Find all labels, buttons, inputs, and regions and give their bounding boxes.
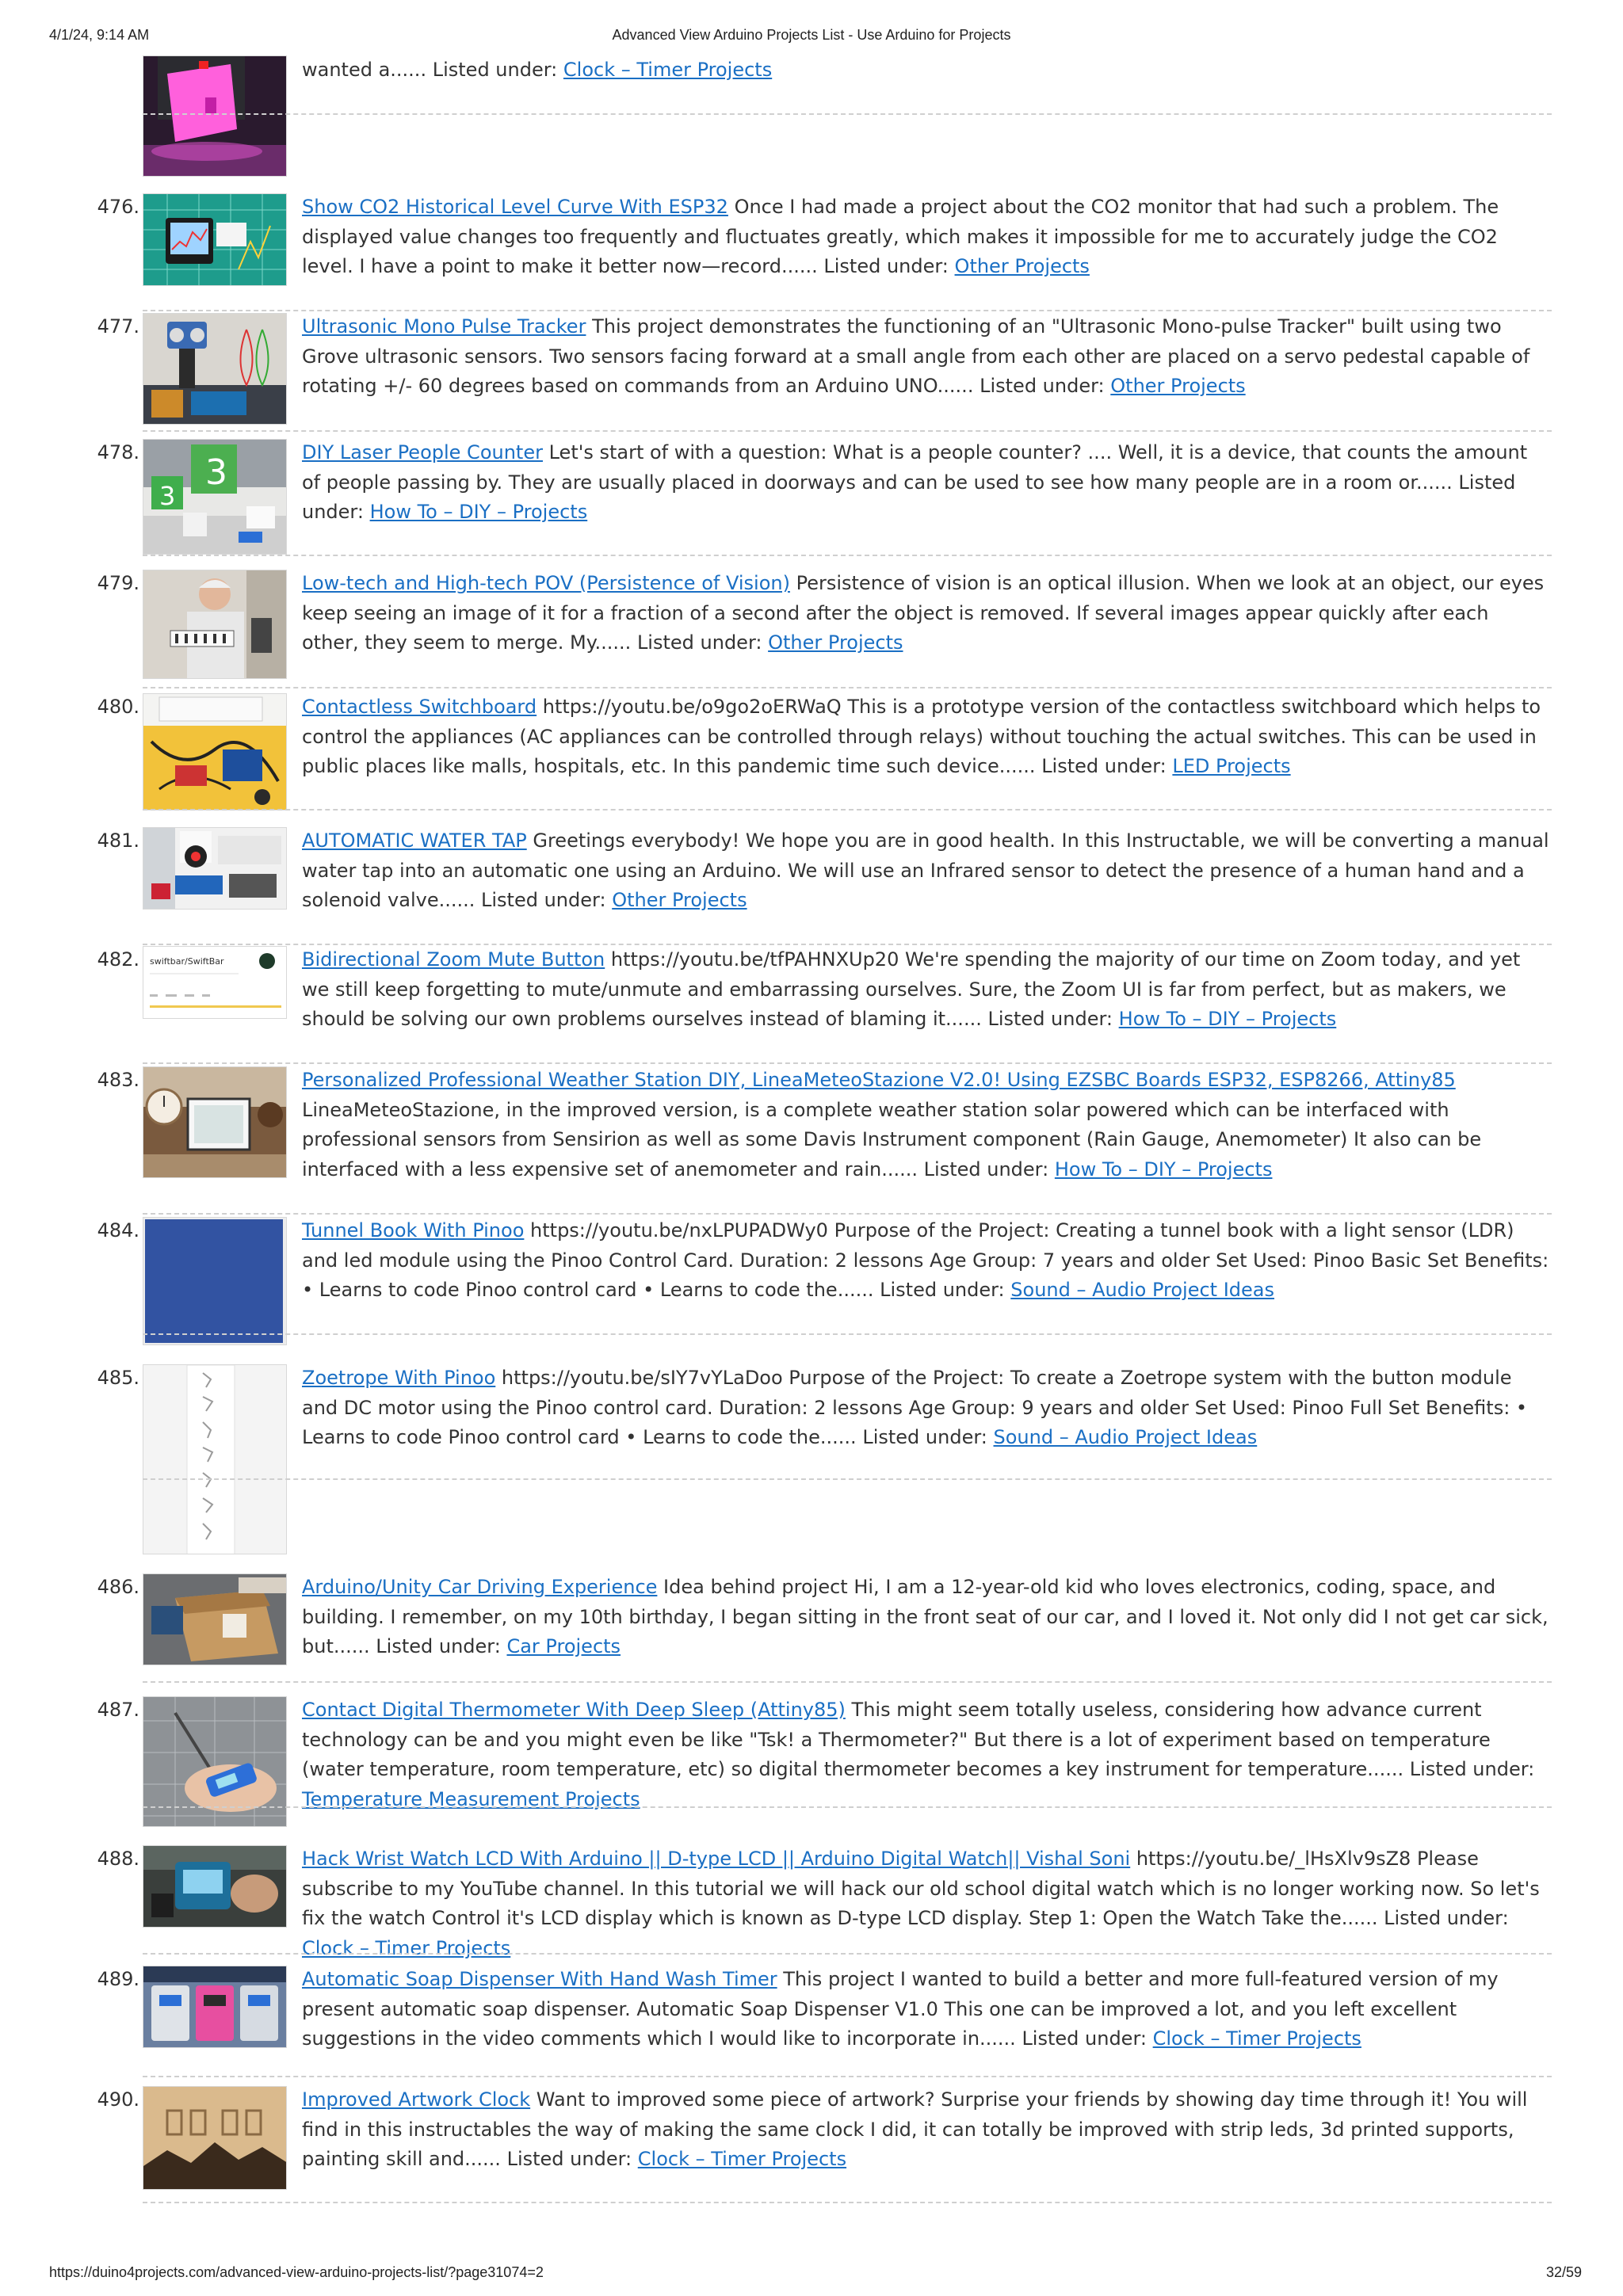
item-number: 481. bbox=[97, 830, 139, 852]
item-description bbox=[302, 692, 1551, 782]
separator bbox=[143, 1806, 1552, 1808]
item-number: 486. bbox=[97, 1576, 139, 1598]
category-link[interactable]: Other Projects bbox=[1110, 375, 1246, 397]
print-page-title: Advanced View Arduino Projects List - Use Arduino for Projects bbox=[612, 27, 1011, 43]
listed-under-label: Listed under: bbox=[432, 59, 558, 81]
project-title-link[interactable]: Improved Artwork Clock bbox=[302, 2088, 531, 2111]
item-number: 483. bbox=[97, 1069, 139, 1091]
project-title-link[interactable]: Automatic Soap Dispenser With Hand Wash Timer bbox=[302, 1968, 777, 1990]
listed-under-label: Listed under: bbox=[1409, 1758, 1535, 1780]
item-text: Let's start of with a question: What is a people counter? .... Well, it is a device, that counts the amount of people passing by. They are usually placed in doorways and can be used to see how many people are in a room or...... bbox=[302, 441, 1528, 494]
item-text: wanted a...... bbox=[302, 59, 427, 81]
pink-led-cube-photo[interactable] bbox=[143, 55, 287, 177]
item-description bbox=[302, 438, 1551, 528]
item-text: This project I wanted to build a better and more full-featured version of my present automatic soap dispenser. Automatic Soap Dispenser V1.0 This one can be improved a lot, and you left excellent suggestions in the video comments which I would like to incorporate in...... bbox=[302, 1968, 1499, 2050]
item-description bbox=[302, 826, 1551, 916]
item-number: 478. bbox=[97, 441, 139, 463]
print-footer bbox=[0, 2264, 1623, 2285]
people-counter-display-photo[interactable] bbox=[143, 439, 287, 555]
category-link[interactable]: Other Projects bbox=[768, 631, 903, 654]
item-number: 490. bbox=[97, 2088, 139, 2111]
item-text: Idea behind project Hi, I am a 12-year-old kid who loves electronics, coding, space, and building. I remember, on my 10th birthday, I began sitting in the front seat of our car, and I loved it. Not only did I not get car sick, but...... bbox=[302, 1576, 1549, 1657]
listed-under-label: Listed under: bbox=[506, 2148, 632, 2170]
item-description bbox=[302, 1573, 1551, 1662]
item-description bbox=[302, 945, 1551, 1035]
item-text: Once I had made a project about the CO2 monitor that had such a problem. The displayed value changes too frequently and fluctuates greatly, which makes it impossible for me to accurately judge the CO2 level. I have a point to make it better now—record...... bbox=[302, 196, 1499, 277]
category-link[interactable]: How To – DIY – Projects bbox=[369, 501, 588, 523]
breadboard-wiring-photo[interactable] bbox=[143, 693, 287, 810]
category-link[interactable]: Other Projects bbox=[612, 889, 747, 911]
water-tap-components-photo[interactable] bbox=[143, 827, 287, 910]
separator bbox=[143, 1953, 1552, 1955]
co2-monitor-board-photo[interactable] bbox=[143, 193, 287, 286]
category-link[interactable]: Clock – Timer Projects bbox=[563, 59, 773, 81]
project-title-link[interactable]: Arduino/Unity Car Driving Experience bbox=[302, 1576, 658, 1598]
item-description bbox=[302, 1965, 1551, 2054]
item-description bbox=[302, 312, 1551, 402]
print-url: https://duino4projects.com/advanced-view-arduino-projects-list/?page31074=2 bbox=[49, 2264, 544, 2280]
svg-text:3: 3 bbox=[159, 481, 176, 511]
weather-station-display-photo[interactable] bbox=[143, 1066, 287, 1178]
item-number: 488. bbox=[97, 1848, 139, 1870]
swiftbar-caption: swiftbar/SwiftBar bbox=[150, 956, 224, 967]
item-description bbox=[302, 1066, 1551, 1184]
project-title-link[interactable]: Tunnel Book With Pinoo bbox=[302, 1219, 525, 1241]
item-number: 479. bbox=[97, 572, 139, 594]
separator bbox=[143, 2076, 1552, 2077]
item-text: https://youtu.be/sIY7vYLaDoo Purpose of the Project: To create a Zoetrope system with the button module and DC motor using the Pinoo control card. Duration: 2 lessons Age Group: 9 years and older Set Used: Pinoo Full Set Benefits: • Learns to code Pinoo control card • Learns to code the...... bbox=[302, 1367, 1528, 1448]
item-text: Persistence of vision is an optical illusion. When we look at an object, our eyes keep seeing an image of it for a fraction of a second after the object is removed. If several images appear quickly after each other, they seem to merge. My...... bbox=[302, 572, 1545, 654]
listed-under-label: Listed under: bbox=[1022, 2027, 1147, 2050]
separator bbox=[143, 430, 1552, 432]
item-text: https://youtu.be/tfPAHNXUp20 We're spending the majority of our time on Zoom today, and yet we still keep forgetting to mute/unmute and embarrassing ourselves. Sure, the Zoom UI is far from perfect, but as makers, we should be solving our own problems ourselves instead of blaming it...... bbox=[302, 948, 1521, 1030]
item-text: This might seem totally useless, considering how advance current technology can be and you might even be like "Tsk! a Thermometer?" But there is a lot of experiment based on temperature (water temperature, room temperature, etc) so digital thermometer becomes a key instrument for temperature...... bbox=[302, 1699, 1491, 1780]
separator bbox=[143, 555, 1552, 556]
item-text: This project demonstrates the functioning of an "Ultrasonic Mono-pulse Tracker" built using two Grove ultrasonic sensors. Two sensors facing forward at a small angle from each other are placed on a servo pedestal capable of rotating +/- 60 degrees based on commands from an Arduino UNO...... bbox=[302, 315, 1530, 397]
print-datetime: 4/1/24, 9:14 AM bbox=[49, 27, 150, 43]
item-description bbox=[302, 1844, 1551, 1963]
category-link[interactable]: Clock – Timer Projects bbox=[637, 2148, 847, 2170]
project-title-link[interactable]: Zoetrope With Pinoo bbox=[302, 1367, 496, 1389]
item-number: 482. bbox=[97, 948, 139, 971]
separator bbox=[143, 687, 1552, 688]
separator bbox=[143, 809, 1552, 810]
project-title-link[interactable]: Low-tech and High-tech POV (Persistence of Vision) bbox=[302, 572, 790, 594]
category-link[interactable]: Other Projects bbox=[954, 255, 1090, 277]
item-description bbox=[302, 1695, 1551, 1814]
separator bbox=[143, 1478, 1552, 1480]
item-number: 476. bbox=[97, 196, 139, 218]
listed-under-label: Listed under: bbox=[636, 631, 762, 654]
separator bbox=[143, 310, 1552, 311]
category-link[interactable]: How To – DIY – Projects bbox=[1054, 1158, 1273, 1180]
item-description bbox=[302, 193, 1551, 282]
category-link[interactable]: Sound – Audio Project Ideas bbox=[1010, 1279, 1275, 1301]
car-rig-box-photo[interactable] bbox=[143, 1573, 287, 1665]
swiftbar-screenshot[interactable] bbox=[143, 946, 287, 1019]
category-link[interactable]: LED Projects bbox=[1172, 755, 1291, 777]
item-description bbox=[302, 1363, 1551, 1453]
zoetrope-strip-photo[interactable] bbox=[143, 1364, 287, 1554]
item-text: https://youtu.be/nxLPUPADWy0 Purpose of the Project: Creating a tunnel book with a light sensor (LDR) and led module using the Pinoo Control Card. Duration: 2 lessons Age Group: 7 years and older Set Used: Pinoo Basic Set Benefits: • Learns to code Pinoo control card • Learns to code the...... bbox=[302, 1219, 1549, 1301]
item-text: Greetings everybody! We hope you are in good health. In this Instructable, we will be converting a manual water tap into an automatic one using an Arduino. We will use an Infrared sensor to detect the presence of a human hand and a solenoid valve...... bbox=[302, 830, 1549, 911]
listed-under-label: Listed under: bbox=[1041, 755, 1167, 777]
item-description bbox=[302, 569, 1551, 658]
separator bbox=[143, 1213, 1552, 1215]
item-number: 484. bbox=[97, 1219, 139, 1241]
project-title-link[interactable]: Contactless Switchboard bbox=[302, 696, 537, 718]
item-description bbox=[302, 55, 1551, 86]
category-link[interactable]: Clock – Timer Projects bbox=[302, 1936, 511, 1959]
project-title-link[interactable]: Hack Wrist Watch LCD With Arduino || D-type LCD || Arduino Digital Watch|| Vishal Soni bbox=[302, 1848, 1131, 1870]
category-link[interactable]: Clock – Timer Projects bbox=[1152, 2027, 1361, 2050]
watch-lcd-arduino-photo[interactable] bbox=[143, 1845, 287, 1928]
category-link[interactable]: How To – DIY – Projects bbox=[1118, 1008, 1337, 1030]
project-title-link[interactable]: Ultrasonic Mono Pulse Tracker bbox=[302, 315, 586, 338]
item-text: Want to improved some piece of artwork? Surprise your friends by showing day time through it! You will find in this instructables the way of making the same clock I did, it can totally be improved with strip leds, 3d printed supports, painting skill and...... bbox=[302, 2088, 1528, 2170]
item-number: 489. bbox=[97, 1968, 139, 1990]
blue-paper-photo[interactable] bbox=[143, 1217, 287, 1345]
project-title-link[interactable]: Show CO2 Historical Level Curve With ESP32 bbox=[302, 196, 728, 218]
category-link[interactable]: Sound – Audio Project Ideas bbox=[993, 1426, 1258, 1448]
project-title-link[interactable]: DIY Laser People Counter bbox=[302, 441, 543, 463]
separator bbox=[143, 1333, 1552, 1335]
item-number: 477. bbox=[97, 315, 139, 338]
project-title-link[interactable]: Contact Digital Thermometer With Deep Sleep (Attiny85) bbox=[302, 1699, 846, 1721]
listed-under-label: Listed under: bbox=[823, 255, 949, 277]
print-page-number: 32/59 bbox=[1545, 2264, 1582, 2280]
soap-dispenser-photo[interactable] bbox=[143, 1966, 287, 2048]
item-description bbox=[302, 1216, 1551, 1306]
listed-under-label: Listed under: bbox=[880, 1279, 1005, 1301]
item-number: 480. bbox=[97, 696, 139, 718]
man-holding-pov-device-photo[interactable] bbox=[143, 570, 287, 679]
separator bbox=[143, 1681, 1552, 1683]
separator bbox=[143, 113, 1552, 115]
item-text: LineaMeteoStazione, in the improved version, is a complete weather station solar powered which can be interfaced with professional sensors from Sensirion as well as some Davis Instrument component (Rain Gauge, Anemometer) It also can be interfaced with a less expensive set of anemometer and rain...... bbox=[302, 1098, 1482, 1180]
project-title-link[interactable]: AUTOMATIC WATER TAP bbox=[302, 830, 527, 852]
listed-under-label: Listed under: bbox=[481, 889, 606, 911]
listed-under-label: Listed under: bbox=[376, 1635, 501, 1657]
item-number: 485. bbox=[97, 1367, 139, 1389]
listed-under-label: Listed under: bbox=[302, 471, 1516, 523]
project-title-link[interactable]: Bidirectional Zoom Mute Button bbox=[302, 948, 605, 971]
project-title-link[interactable]: Personalized Professional Weather Station DIY, LineaMeteoStazione V2.0! Using EZSBC Boards ESP32, ESP8266, Attiny85 bbox=[302, 1069, 1456, 1091]
listed-under-label: Listed under: bbox=[862, 1426, 987, 1448]
separator bbox=[143, 2202, 1552, 2203]
listed-under-label: Listed under: bbox=[980, 375, 1105, 397]
item-text: https://youtu.be/o9go2oERWaQ This is a prototype version of the contactless switchboard which helps to control the appliances (AC appliances can be controlled through relays) without touching the actual switches. This can be used in public places like malls, hospitals, etc. In this pandemic time such device...... bbox=[302, 696, 1541, 777]
print-header bbox=[0, 27, 1623, 48]
category-link[interactable]: Temperature Measurement Projects bbox=[302, 1787, 640, 1810]
listed-under-label: Listed under: bbox=[1384, 1907, 1509, 1929]
artwork-clock-photo[interactable] bbox=[143, 2086, 287, 2190]
separator bbox=[143, 1062, 1552, 1064]
listed-under-label: Listed under: bbox=[987, 1008, 1113, 1030]
listed-under-label: Listed under: bbox=[923, 1158, 1049, 1180]
category-link[interactable]: Car Projects bbox=[506, 1635, 621, 1657]
ultrasonic-tracker-photo[interactable] bbox=[143, 313, 287, 425]
item-text: https://youtu.be/_lHsXlv9sZ8 Please subscribe to my YouTube channel. In this tutorial we will hack our old school digital watch which is no longer working now. So let's fix the watch Control it's LCD display which is known as D-type LCD display. Step 1: Open the Watch Take the...... bbox=[302, 1848, 1540, 1929]
item-number: 487. bbox=[97, 1699, 139, 1721]
svg-text:3: 3 bbox=[205, 452, 227, 493]
item-description bbox=[302, 2085, 1551, 2175]
